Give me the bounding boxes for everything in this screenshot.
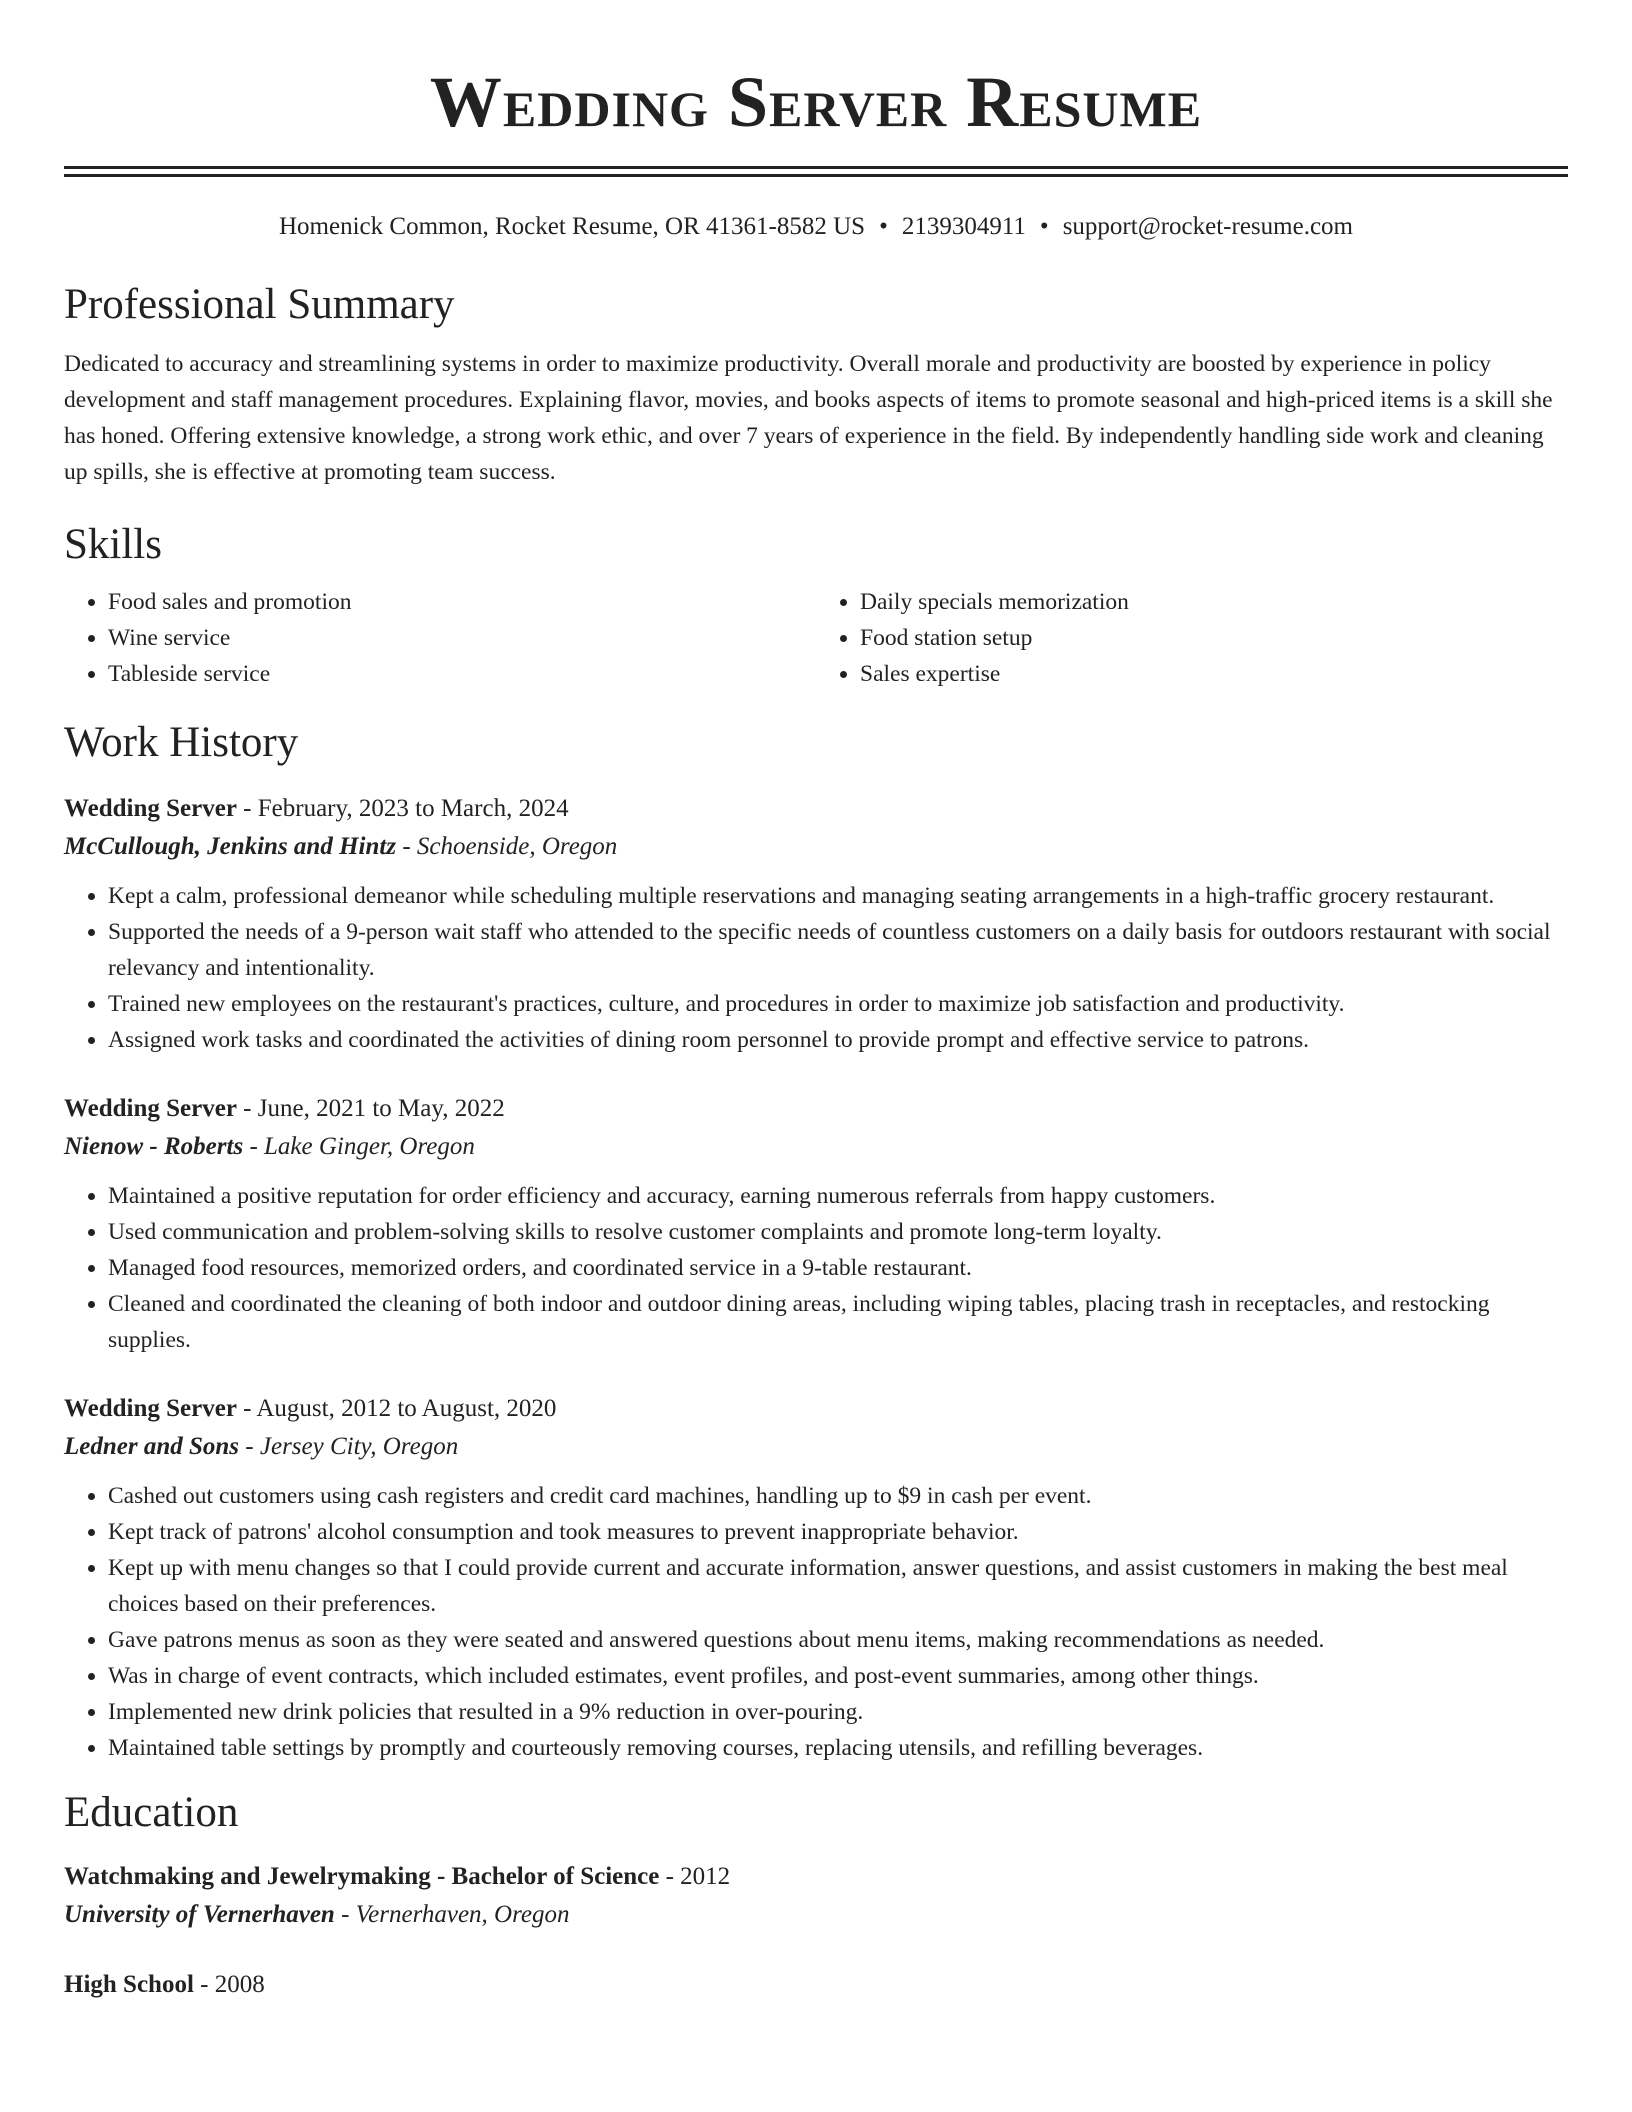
skills-grid [64, 584, 1568, 692]
skill-item: • Daily specials memorization [860, 584, 1568, 620]
job-bullet: • Cashed out customers using cash registers and credit card machines, handling up to $9 in cash per event. [108, 1478, 1568, 1514]
job-title: Wedding Server [64, 1395, 237, 1422]
skill-item: • Tableside service [108, 656, 816, 692]
job-location: - Schoenside, Oregon [396, 833, 618, 860]
job-location: - Jersey City, Oregon [239, 1433, 459, 1460]
job-header [64, 1390, 1568, 1428]
job-dates: - June, 2021 to May, 2022 [236, 1095, 505, 1122]
job-bullet: • Implemented new drink policies that resulted in a 9% reduction in over-pouring. [108, 1694, 1568, 1730]
job-bullet: • Kept a calm, professional demeanor while scheduling multiple reservations and managing seating arrangements in a high-traffic grocery restaurant. [108, 878, 1568, 914]
job-bullet: • Kept up with menu changes so that I could provide current and accurate information, answer questions, and assist customers in making the best meal choices based on their preferences. [108, 1550, 1568, 1622]
job-header [64, 1090, 1568, 1128]
job-employer-line [64, 1428, 1568, 1466]
job-title: Wedding Server [64, 1095, 237, 1122]
job-bullet: • Cleaned and coordinated the cleaning of both indoor and outdoor dining areas, including wiping tables, placing trash in receptacles, and restocking supplies. [108, 1286, 1568, 1358]
job-employer-line [64, 828, 1568, 866]
skill-item: • Food station setup [860, 620, 1568, 656]
job-bullet: • Managed food resources, memorized orders, and coordinated service in a 9-table restaurant. [108, 1250, 1568, 1286]
job-entry [64, 1390, 1568, 1766]
job-bullet: • Was in charge of event contracts, which included estimates, event profiles, and post-event summaries, among other things. [108, 1658, 1568, 1694]
education-school-line [64, 1896, 1568, 1934]
education-degree: High School [64, 1971, 194, 1998]
education-degree-line [64, 1858, 1568, 1896]
job-bullet: • Trained new employees on the restaurant's practices, culture, and procedures in order to maximize job satisfaction and productivity. [108, 986, 1568, 1022]
job-bullet: • Maintained table settings by promptly and courteously removing courses, replacing utensils, and refilling beverages. [108, 1730, 1568, 1766]
resume-title: Wedding Server Resume [429, 62, 1203, 142]
job-entry [64, 790, 1568, 1058]
summary-text: Dedicated to accuracy and streamlining systems in order to maximize productivity. Overall morale and productivity are boosted by experience in policy development and staff management procedures. Explaining flavor, movies, and books aspects of items to promote seasonal and high-priced items is a skill she has honed. Offering extensive knowledge, a strong work ethic, and over 7 years of experience in the field. By independently handling side work and cleaning up spills, she is effective at promoting team success. [64, 351, 1553, 485]
skill-item: • Wine service [108, 620, 816, 656]
contact-phone: 2139304911 [901, 213, 1026, 240]
job-dates: - August, 2012 to August, 2020 [236, 1395, 557, 1422]
job-bullets [64, 878, 1568, 1058]
title-divider [64, 166, 1568, 177]
job-bullet: • Supported the needs of a 9-person wait staff who attended to the specific needs of countless customers on a daily basis for outdoors restaurant with social relevancy and intentionality. [108, 914, 1568, 986]
education-year: - 2012 [659, 1863, 731, 1890]
contact-email: support@rocket-resume.com [1062, 213, 1353, 240]
skills-heading: Skills [64, 521, 162, 568]
job-bullet: • Assigned work tasks and coordinated the activities of dining room personnel to provide prompt and effective service to patrons. [108, 1022, 1568, 1058]
job-dates: - February, 2023 to March, 2024 [236, 795, 569, 822]
education-entry [64, 1966, 1568, 2004]
education-heading: Education [64, 1789, 239, 1836]
skill-item: • Sales expertise [860, 656, 1568, 692]
education-year: - 2008 [193, 1971, 265, 1998]
summary-heading: Professional Summary [64, 281, 455, 328]
education-degree-line [64, 1966, 1568, 2004]
job-bullets [64, 1178, 1568, 1358]
job-title: Wedding Server [64, 795, 237, 822]
job-company: McCullough, Jenkins and Hintz [64, 833, 397, 860]
education-entry [64, 1858, 1568, 1934]
education-degree: Watchmaking and Jewelrymaking - Bachelor of Science [64, 1863, 660, 1890]
job-bullet: • Used communication and problem-solving skills to resolve customer complaints and promote long-term loyalty. [108, 1214, 1568, 1250]
job-employer-line [64, 1128, 1568, 1166]
contact-separator: • [879, 213, 888, 240]
job-entry [64, 1090, 1568, 1358]
skills-list-right [816, 584, 1568, 692]
skill-item: • Food sales and promotion [108, 584, 816, 620]
job-header [64, 790, 1568, 828]
education-school: University of Vernerhaven [64, 1901, 335, 1928]
job-bullet: • Maintained a positive reputation for order efficiency and accuracy, earning numerous referrals from happy customers. [108, 1178, 1568, 1214]
job-bullet: • Gave patrons menus as soon as they were seated and answered questions about menu items, making recommendations as needed. [108, 1622, 1568, 1658]
job-company: Ledner and Sons [64, 1433, 240, 1460]
contact-address: Homenick Common, Rocket Resume, OR 41361-8582 US [279, 213, 866, 240]
job-bullet: • Kept track of patrons' alcohol consumption and took measures to prevent inappropriate behavior. [108, 1514, 1568, 1550]
contact-line [64, 212, 1568, 242]
skills-list-left [64, 584, 816, 692]
job-location: - Lake Ginger, Oregon [243, 1133, 475, 1160]
job-company: Nienow - Roberts [64, 1133, 244, 1160]
contact-separator: • [1039, 213, 1049, 240]
job-bullets [64, 1478, 1568, 1766]
work-history-heading: Work History [64, 719, 299, 766]
education-location: - Vernerhaven, Oregon [334, 1901, 570, 1928]
